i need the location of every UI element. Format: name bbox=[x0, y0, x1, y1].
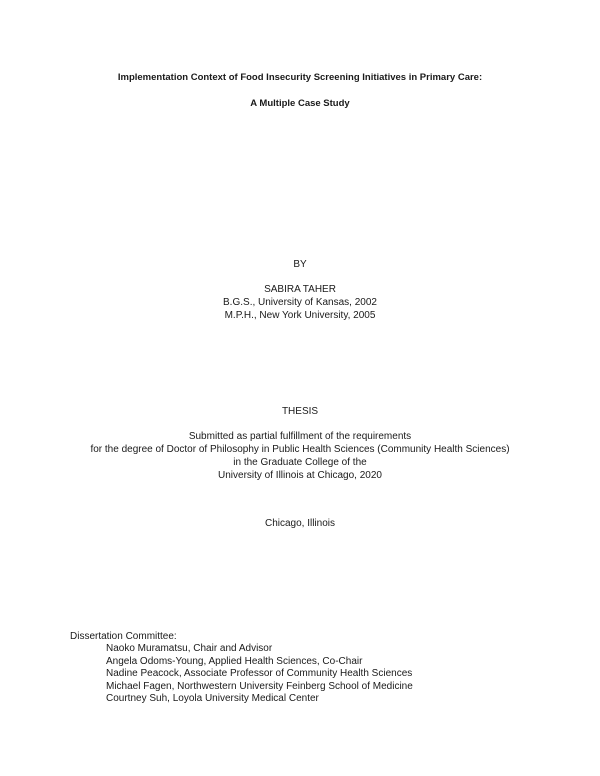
submission-line-1: Submitted as partial fulfillment of the requirements bbox=[188, 431, 412, 442]
committee-member: Courtney Suh, Loyola University Medical Center bbox=[106, 693, 319, 705]
dissertation-committee bbox=[70, 630, 530, 706]
committee-member: Angela Odoms-Young, Applied Health Sciences, Co-Chair bbox=[106, 655, 363, 667]
title-line-1 bbox=[0, 71, 600, 84]
author-degree-1: B.G.S., University of Kansas, 2002 bbox=[223, 297, 377, 308]
submission-statement bbox=[0, 430, 600, 482]
location-text: Chicago, Illinois bbox=[264, 518, 336, 529]
title-text-1: Implementation Context of Food Insecurity Screening Initiatives in Primary Care: bbox=[117, 72, 483, 83]
submission-line-4: University of Illinois at Chicago, 2020 bbox=[218, 470, 382, 481]
title-line-2 bbox=[0, 97, 600, 110]
location bbox=[0, 517, 600, 530]
submission-line-3: in the Graduate College of the bbox=[233, 457, 367, 468]
by-text: BY bbox=[293, 259, 307, 270]
committee-member: Naoko Muramatsu, Chair and Advisor bbox=[106, 643, 273, 654]
title-text-2: A Multiple Case Study bbox=[250, 98, 350, 109]
submission-line-2: for the degree of Doctor of Philosophy in Public Health Sciences (Community Health Sciences) bbox=[90, 444, 510, 455]
by-label bbox=[0, 258, 600, 271]
author-degree-2: M.P.H., New York University, 2005 bbox=[224, 310, 376, 321]
thesis-text: THESIS bbox=[281, 406, 319, 417]
thesis-label bbox=[0, 405, 600, 418]
committee-member: Nadine Peacock, Associate Professor of Community Health Sciences bbox=[106, 668, 413, 680]
committee-member: Michael Fagen, Northwestern University Feinberg School of Medicine bbox=[106, 680, 413, 692]
committee-member-list bbox=[70, 643, 530, 706]
author-block bbox=[0, 283, 600, 322]
committee-heading: Dissertation Committee: bbox=[70, 631, 177, 642]
author-name: SABIRA TAHER bbox=[264, 284, 336, 295]
